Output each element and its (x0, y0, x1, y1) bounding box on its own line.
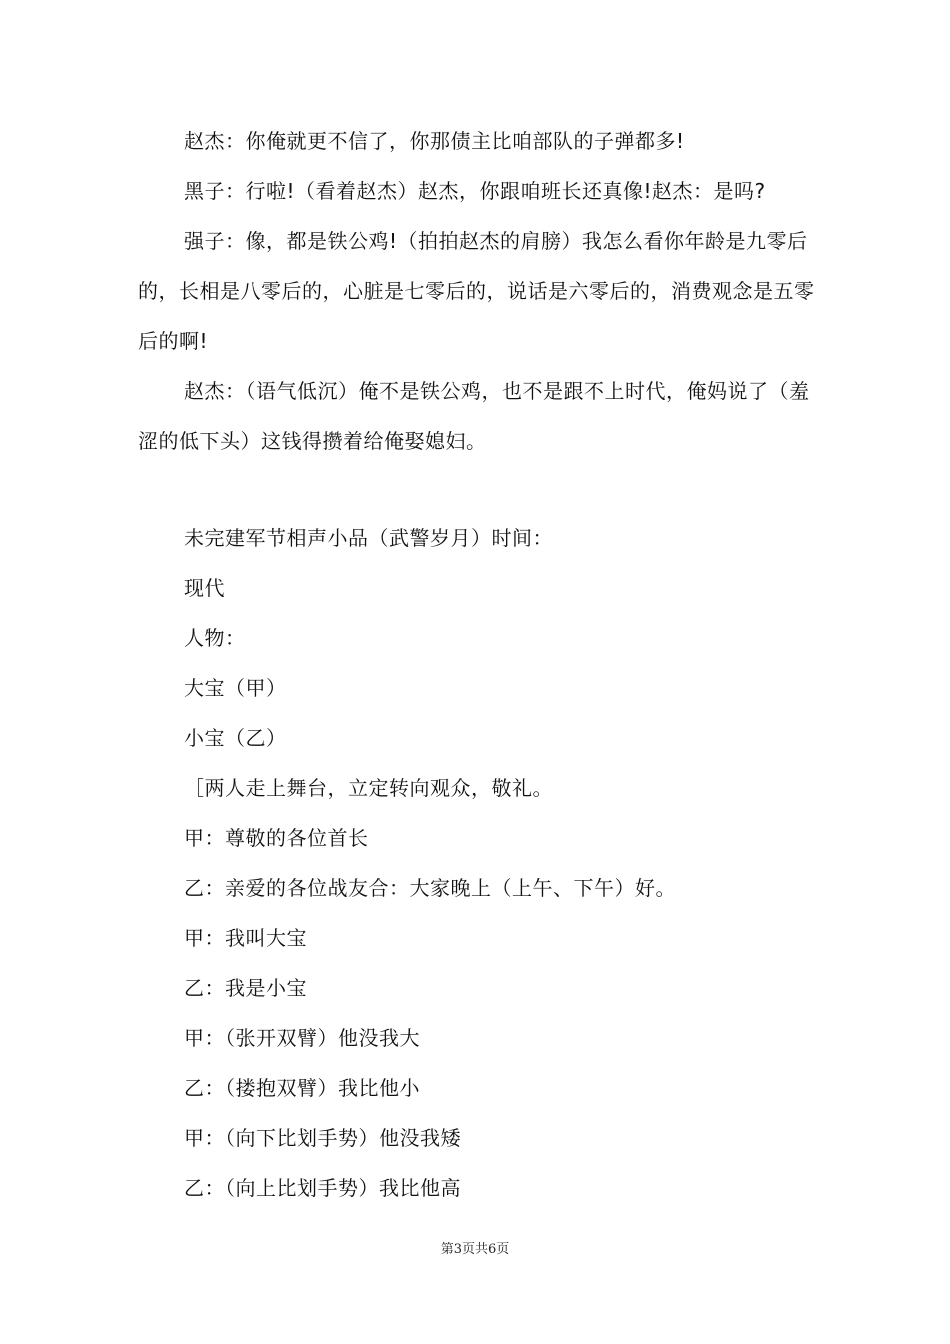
script-title-line: 未完建军节相声小品（武警岁月）时间： (184, 526, 553, 550)
dialogue-line: 甲：尊敬的各位首长 (184, 826, 369, 850)
dialogue-paragraph-qiangzi: 强子：像，都是铁公鸡!（拍拍赵杰的肩膀）我怎么看你年龄是九零后的，长相是八零后的，心脏是七零后的，说话是六零后的，消费观念是五零后的啊! (138, 229, 815, 353)
dialogue-line: 乙：亲爱的各位战友合：大家晚上（上午、下午）好。 (184, 876, 676, 900)
dialogue-line: 甲：我叫大宝 (184, 926, 307, 950)
stage-direction: ［两人走上舞台，立定转向观众，敬礼。 (184, 776, 553, 800)
character-a: 大宝（甲） (184, 676, 287, 700)
dialogue-line: 乙：（向上比划手势）我比他高 (184, 1176, 461, 1200)
characters-label: 人物： (184, 626, 246, 650)
character-b: 小宝（乙） (184, 726, 287, 750)
dialogue-line: 甲：（向下比划手势）他没我矮 (184, 1126, 461, 1150)
dialogue-line: 乙：（搂抱双臂）我比他小 (184, 1076, 420, 1100)
dialogue-line-heizi: 黑子：行啦!（看着赵杰）赵杰，你跟咱班长还真像!赵杰：是吗? (184, 179, 766, 203)
dialogue-paragraph-zhaojie-2: 赵杰：（语气低沉）俺不是铁公鸡，也不是跟不上时代，俺妈说了（羞涩的低下头）这钱得攒着给俺娶媳妇。 (138, 379, 810, 453)
dialogue-line-zhaojie-1: 赵杰：你俺就更不信了，你那债主比咱部队的子弹都多! (184, 129, 685, 153)
dialogue-line: 甲：（张开双臂）他没我大 (184, 1026, 420, 1050)
script-era: 现代 (184, 576, 225, 600)
dialogue-line: 乙：我是小宝 (184, 976, 307, 1000)
page-number-footer: 第3页共6页 (440, 1242, 510, 1257)
